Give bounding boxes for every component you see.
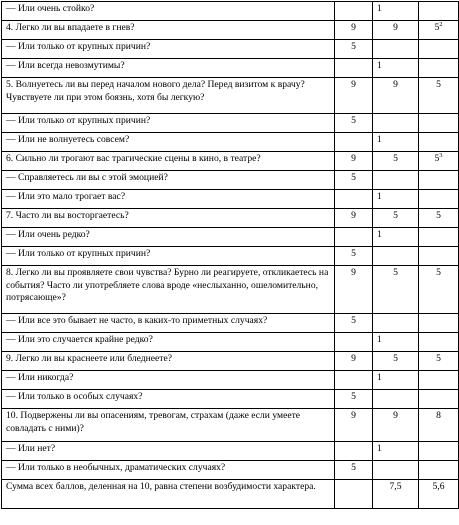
score-col-1: 5 — [335, 390, 373, 409]
table-row — [2, 114, 459, 133]
score-col-3 — [373, 390, 419, 409]
score-col-4 — [419, 59, 459, 78]
table-row: — Или нет? 1 — [2, 442, 459, 461]
score-col-1 — [335, 2, 373, 21]
questionnaire-table — [1, 1, 459, 509]
question-text: — Или никогда? — [2, 371, 335, 390]
table-row — [2, 40, 459, 59]
score-col-3: 9 — [373, 409, 419, 442]
question-text: 9. Легко ли вы краснеете или бледнеете? — [2, 352, 335, 371]
question-text: — Или не волнуетесь совсем? — [2, 133, 335, 152]
table-row: — Или никогда? 1 — [2, 371, 459, 390]
question-text: — Или это случается крайне редко? — [2, 333, 335, 352]
score-col-4 — [419, 78, 459, 114]
score-col-4 — [419, 152, 459, 171]
summary-col-3: 7,5 — [373, 480, 419, 509]
question-text: — Или все это бывает не часто, в каких-то приметных случаях? — [2, 314, 335, 333]
score-col-3 — [373, 461, 419, 480]
question-text: — Или только от крупных причин? — [2, 247, 335, 266]
score-col-4 — [419, 461, 459, 480]
score-col-4 — [419, 390, 459, 409]
score-col-4 — [419, 442, 459, 461]
score-col-1: 5 — [335, 171, 373, 190]
score-value: 5 — [436, 79, 441, 90]
summary-col-1 — [335, 480, 373, 509]
question-text: 4. Легко ли вы впадаете в гнев? — [2, 21, 335, 40]
table-body — [2, 2, 459, 509]
score-col-1 — [335, 133, 373, 152]
score-value: 5 — [436, 267, 441, 278]
score-col-4 — [419, 171, 459, 190]
table-row — [2, 78, 459, 114]
question-text: 6. Сильно ли трогают вас трагические сцены в кино, в театре? — [2, 152, 335, 171]
table-row: — Или это мало трогает вас? 1 — [2, 190, 459, 209]
score-col-4 — [419, 209, 459, 228]
score-value: 5 — [436, 210, 441, 221]
question-text: — Или только от крупных причин? — [2, 40, 335, 59]
table-row: — Или не волнуетесь совсем? 1 — [2, 133, 459, 152]
score-value: 5 — [434, 153, 440, 164]
score-col-3: 5 — [373, 352, 419, 371]
score-col-4 — [419, 352, 459, 371]
score-col-3 — [373, 171, 419, 190]
score-col-4 — [419, 371, 459, 390]
question-text: 10. Подвержены ли вы опасениям, тревогам, страхам (даже если умеете совладать с ними)? — [2, 409, 335, 442]
table-row — [2, 247, 459, 266]
table-row: — Или это случается крайне редко? 1 — [2, 333, 459, 352]
question-text: 5. Волнуетесь ли вы перед началом нового дела? Перед визитом к врачу? Чувствуете ли при этом боязнь, хотя бы легкую? — [2, 78, 335, 114]
score-col-3 — [373, 114, 419, 133]
score-col-1: 9 — [335, 209, 373, 228]
table-row — [2, 461, 459, 480]
score-col-1: 5 — [335, 314, 373, 333]
score-col-3: 9 — [373, 78, 419, 114]
score-col-1: 5 — [335, 247, 373, 266]
score-col-3: 9 — [373, 21, 419, 40]
question-text: — Или нет? — [2, 442, 335, 461]
table-row: — Или всегда невозмутимы? 1 — [2, 59, 459, 78]
score-col-4 — [419, 21, 459, 40]
table-row — [2, 171, 459, 190]
score-col-4 — [419, 228, 459, 247]
score-col-4 — [419, 40, 459, 59]
table-row: — Или очень редко? 1 — [2, 228, 459, 247]
table-row — [2, 314, 459, 333]
score-col-4 — [419, 133, 459, 152]
score-col-3: 5 — [373, 266, 419, 314]
table-row — [2, 390, 459, 409]
score-col-1 — [335, 333, 373, 352]
summary-text: Сумма всех баллов, деленная на 10, равна степени возбудимости характера. — [2, 480, 335, 509]
score-col-1: 5 — [335, 40, 373, 59]
question-text: — Справляетесь ли вы с этой эмоцией? — [2, 171, 335, 190]
score-col-4 — [419, 314, 459, 333]
table-row — [2, 209, 459, 228]
score-col-4 — [419, 247, 459, 266]
question-text: — Или всегда невозмутимы? — [2, 59, 335, 78]
question-text: — Или только от крупных причин? — [2, 114, 335, 133]
question-text: 7. Часто ли вы восторгаетесь? — [2, 209, 335, 228]
footnote-mark: 3 — [439, 151, 443, 159]
score-col-1: 9 — [335, 409, 373, 442]
table-row — [2, 409, 459, 442]
score-col-1 — [335, 190, 373, 209]
score-col-3 — [373, 40, 419, 59]
table-row: — Или очень стойко? 1 — [2, 2, 459, 21]
score-col-1 — [335, 228, 373, 247]
question-text: — Или только в особых случаях? — [2, 390, 335, 409]
score-col-1: 9 — [335, 266, 373, 314]
score-col-1: 9 — [335, 21, 373, 40]
question-text: — Или очень редко? — [2, 228, 335, 247]
score-col-1: 5 — [335, 461, 373, 480]
score-col-3 — [373, 247, 419, 266]
score-col-1 — [335, 371, 373, 390]
question-text: — Или это мало трогает вас? — [2, 190, 335, 209]
score-col-3: 5 — [373, 152, 419, 171]
table-row — [2, 266, 459, 314]
table-row — [2, 152, 459, 171]
question-text: — Или очень стойко? — [2, 2, 335, 21]
table-row — [2, 21, 459, 40]
score-col-4 — [419, 190, 459, 209]
table-row — [2, 352, 459, 371]
score-value: 8 — [436, 410, 441, 421]
score-col-4 — [419, 2, 459, 21]
score-col-1: 5 — [335, 114, 373, 133]
summary-row — [2, 480, 459, 509]
score-col-1 — [335, 59, 373, 78]
score-col-4 — [419, 409, 459, 442]
score-col-1: 9 — [335, 352, 373, 371]
score-col-4 — [419, 114, 459, 133]
summary-col-4: 5,6 — [419, 480, 459, 509]
score-value: 5 — [434, 22, 440, 33]
footnote-mark: 2 — [439, 20, 443, 28]
score-col-3: 5 — [373, 209, 419, 228]
score-col-3 — [373, 314, 419, 333]
question-text: — Или только в необычных, драматических случаях? — [2, 461, 335, 480]
score-col-4 — [419, 333, 459, 352]
score-col-1 — [335, 442, 373, 461]
score-col-1: 9 — [335, 78, 373, 114]
score-value: 5 — [436, 353, 441, 364]
score-col-1: 9 — [335, 152, 373, 171]
score-col-4 — [419, 266, 459, 314]
question-text: 8. Легко ли вы проявляете свои чувства? Бурно ли реагируете, откликаетесь на события? Часто ли употребляете слова вроде «неслыханно, ошеломительно, потрясающе»? — [2, 266, 335, 314]
